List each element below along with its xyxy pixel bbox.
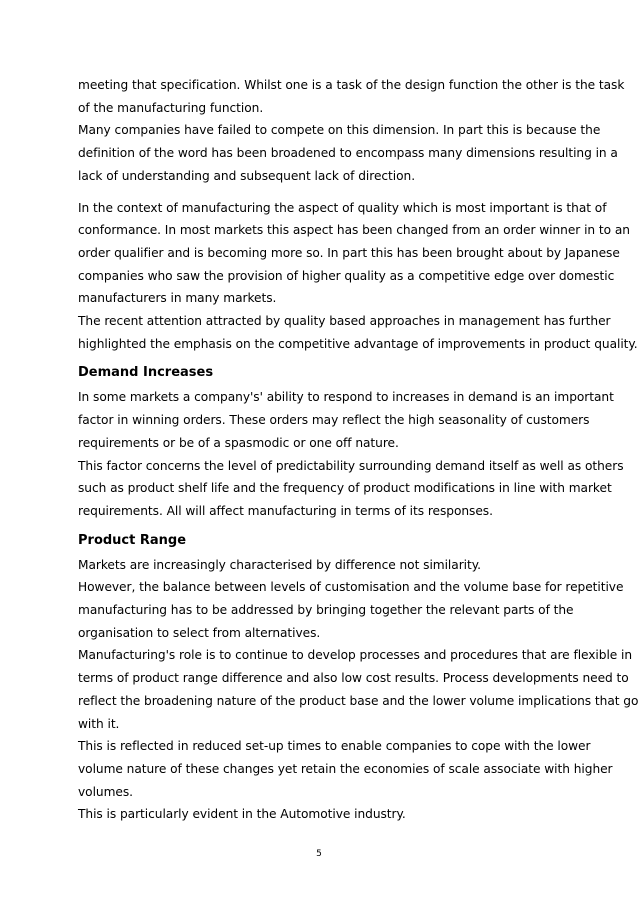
text-line: lack of understanding and subsequent lack of direction. [78, 168, 416, 183]
text-line: requirements. All will affect manufacturing in terms of its responses. [78, 503, 493, 518]
text-line: highlighted the emphasis on the competitive advantage of improvements in product quality. [78, 336, 638, 351]
text-line: However, the balance between levels of customisation and the volume base for repetitive [78, 580, 624, 595]
text-line: volume nature of these changes yet retain the economies of scale associate with higher [78, 761, 613, 776]
paragraph [78, 386, 614, 454]
paragraph [78, 197, 630, 311]
text-line: This factor concerns the level of predictability surrounding demand itself as well as others [78, 458, 624, 473]
text-line: Markets are increasingly characterised by difference not similarity. [78, 557, 481, 572]
text-line: meeting that specification. Whilst one is a task of the design function the other is the task [78, 78, 625, 92]
text-line: with it. [78, 716, 120, 731]
paragraph [78, 576, 624, 644]
paragraph [78, 803, 568, 826]
paragraph [78, 735, 613, 803]
text-line: reflect the broadening nature of the product base and the lower volume implications that go [78, 693, 638, 708]
text-line: The recent attention attracted by quality based approaches in management has further [78, 314, 611, 329]
text-line: manufacturing has to be addressed by bringing together the relevant parts of the [78, 603, 574, 618]
section-heading-product-range: Product Range [78, 532, 187, 548]
text-line: Manufacturing's role is to continue to develop processes and procedures that are flexible in [78, 648, 633, 663]
text-line: companies who saw the provision of higher quality as a competitive edge over domestic [78, 268, 615, 283]
text-line: conformance. In most markets this aspect has been changed from an order winner in to an [78, 223, 630, 238]
paragraph-spacer [78, 188, 568, 197]
text-line: In some markets a company's' ability to respond to increases in demand is an important [78, 390, 614, 405]
text-line: such as product shelf life and the frequency of product modifications in line with market [78, 481, 612, 496]
page-content [78, 74, 638, 826]
text-line: requirements or be of a spasmodic or one off nature. [78, 435, 399, 450]
text-line: organisation to select from alternatives. [78, 625, 321, 640]
page-number: 5 [316, 849, 322, 859]
text-line: This is reflected in reduced set-up times to enable companies to cope with the lower [78, 739, 591, 754]
paragraph [78, 74, 625, 119]
section-heading-demand-increases: Demand Increases [78, 365, 214, 381]
text-line: In the context of manufacturing the aspect of quality which is most important is that of [78, 200, 607, 215]
paragraph [78, 644, 638, 735]
text-line: manufacturers in many markets. [78, 291, 277, 306]
paragraph [78, 310, 638, 355]
text-line: definition of the word has been broadened to encompass many dimensions resulting in a [78, 146, 618, 161]
text-line: order qualifier and is becoming more so. In part this has been brought about by Japanese [78, 245, 620, 260]
text-line: of the manufacturing function. [78, 100, 264, 115]
text-line: factor in winning orders. These orders may reflect the high seasonality of customers [78, 413, 590, 428]
paragraph [78, 119, 618, 187]
paragraph [78, 455, 624, 523]
text-line: terms of product range difference and also low cost results. Process developments need to [78, 671, 629, 686]
paragraph [78, 554, 568, 577]
text-line: This is particularly evident in the Automotive industry. [78, 807, 406, 822]
text-line: volumes. [78, 784, 133, 799]
text-line: Many companies have failed to compete on this dimension. In part this is because the [78, 123, 601, 138]
